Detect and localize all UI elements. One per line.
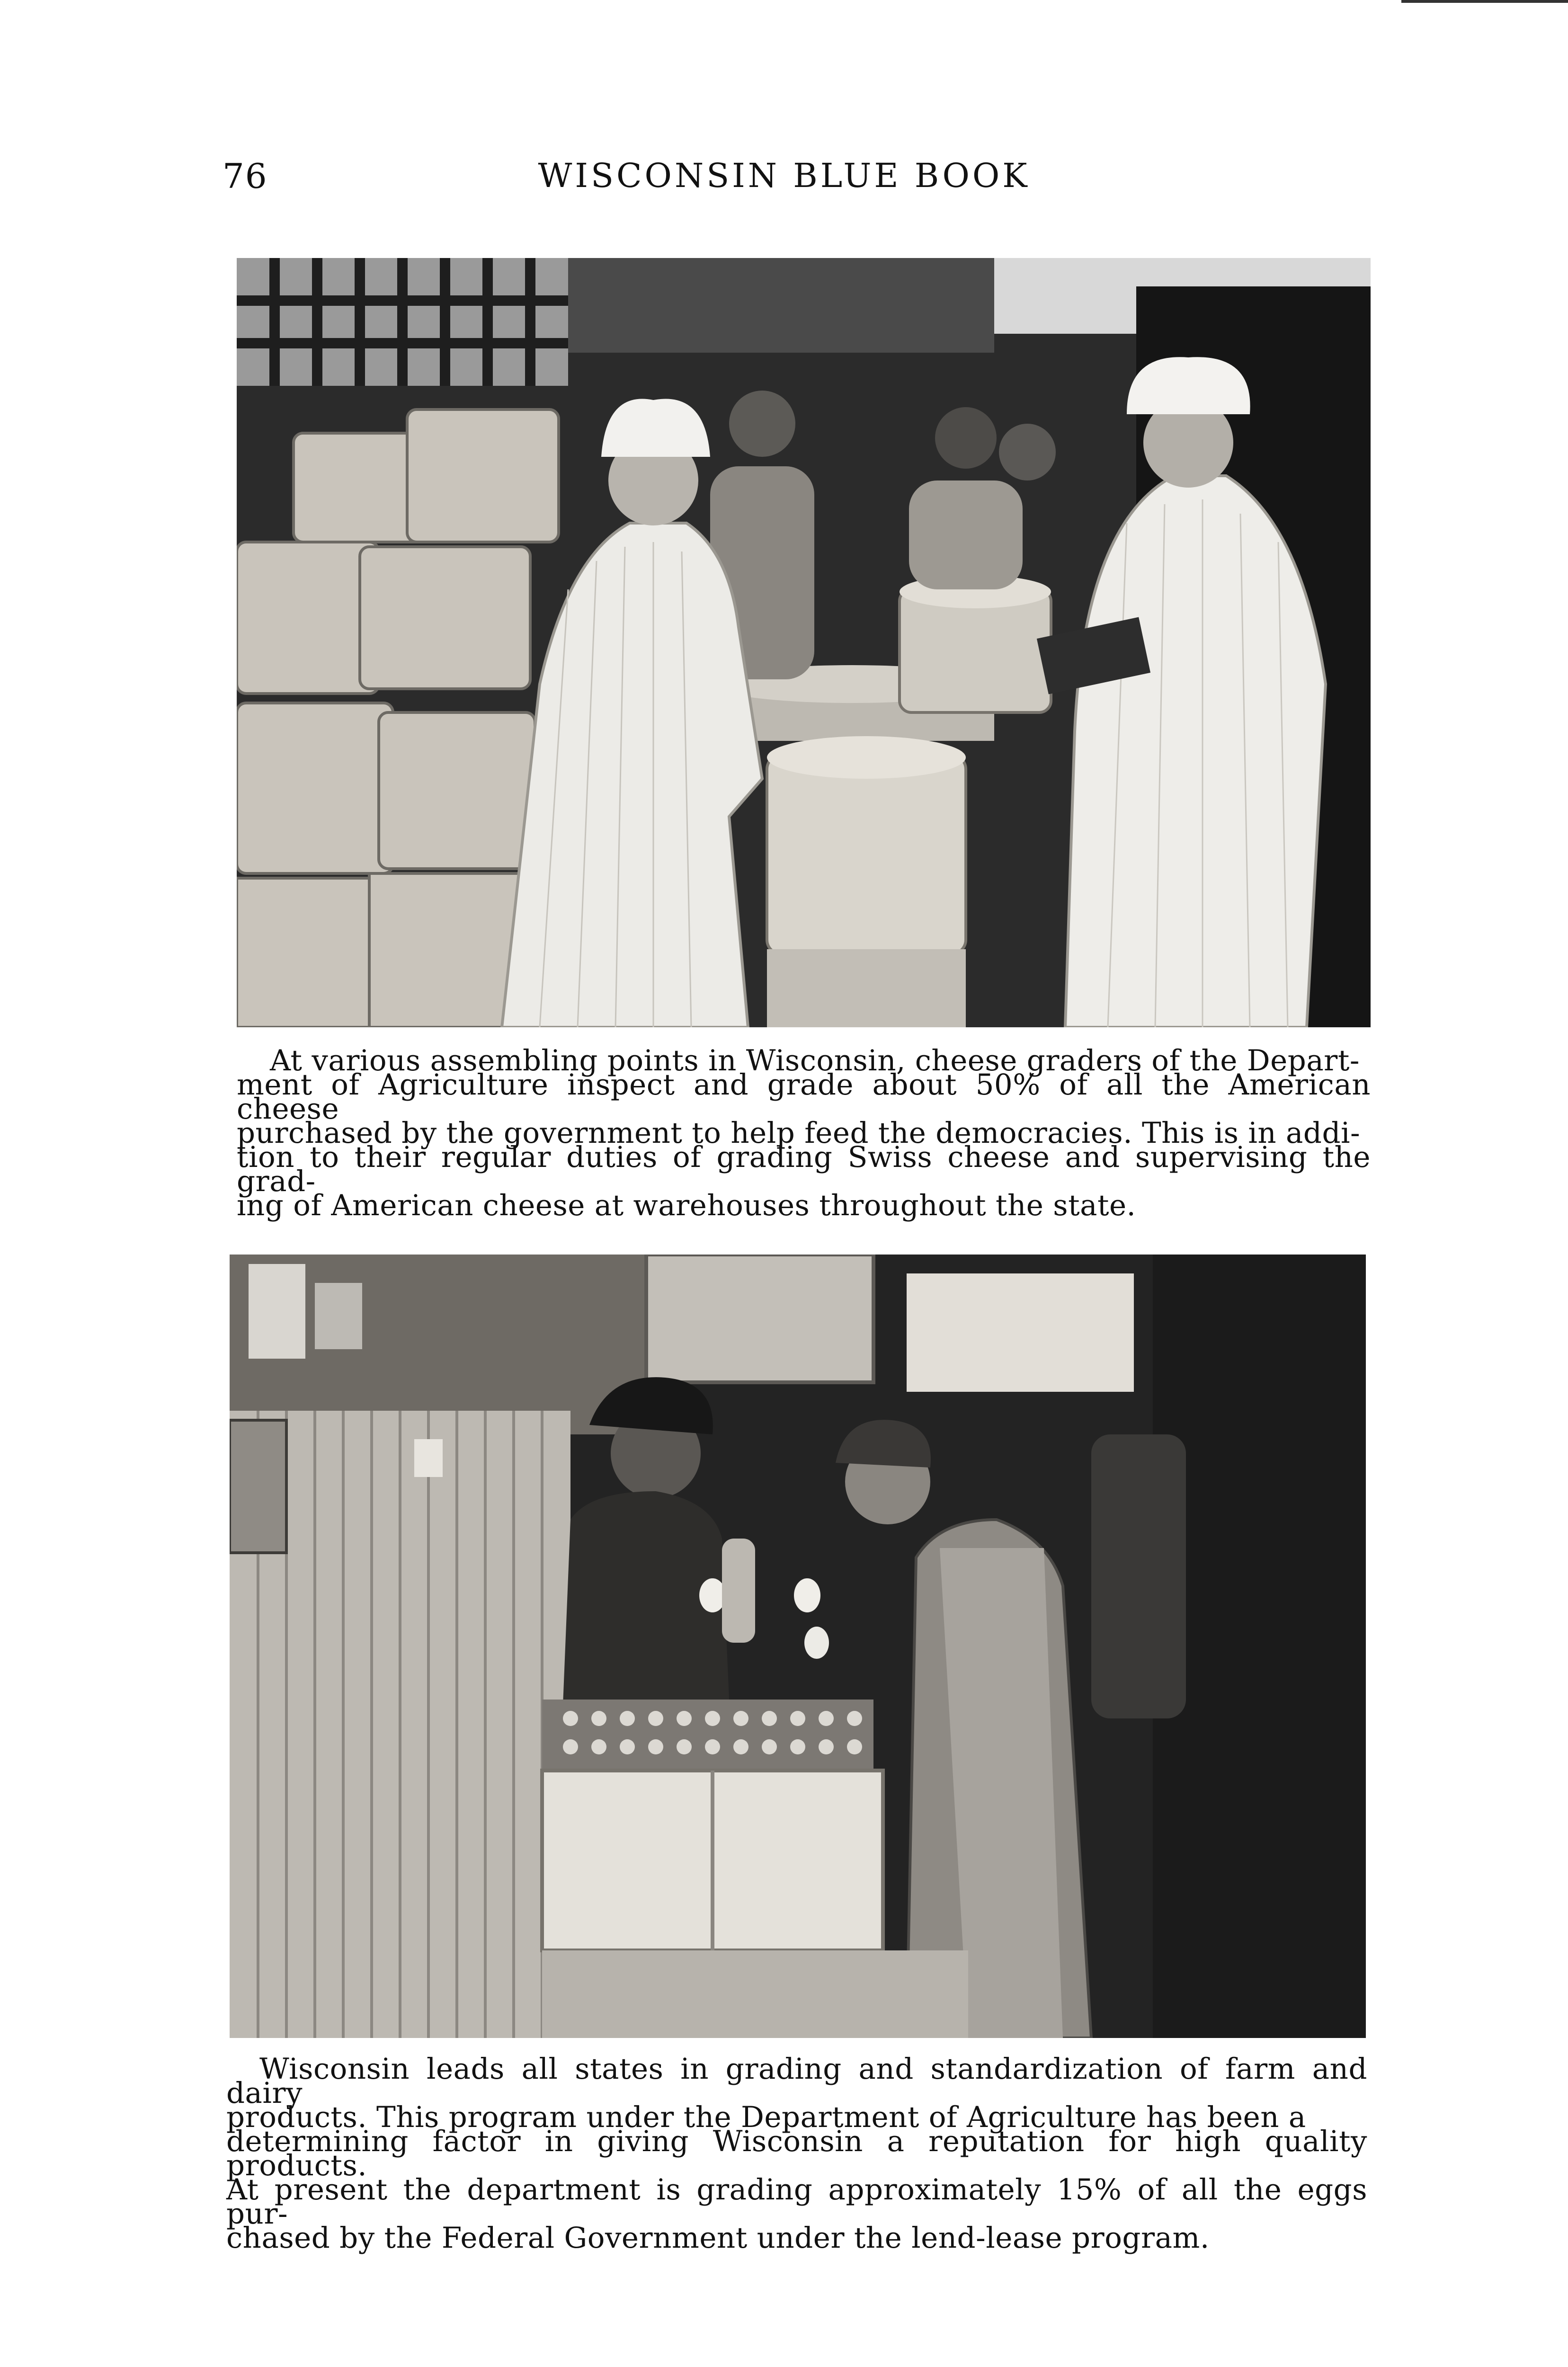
page-header <box>0 147 1568 208</box>
cheese-graders-photo <box>237 258 1371 1027</box>
caption-line: products. This program under the Department of Agriculture has been a <box>226 2100 1306 2134</box>
cheese-graders-caption <box>237 1044 1371 1222</box>
caption-line: ment of Agriculture inspect and grade about 50% of all the American cheese <box>237 1068 1371 1126</box>
caption-line: determining factor in giving Wisconsin a reputation for high quality products. <box>226 2125 1367 2182</box>
caption-line: ing of American cheese at warehouses throughout the state. <box>237 1189 1136 1222</box>
cheese-graders-illustration <box>237 258 1371 1027</box>
caption-line: tion to their regular duties of grading Swiss cheese and supervising the grad- <box>237 1140 1371 1198</box>
page-edge-rule <box>1401 0 1568 3</box>
caption-line: chased by the Federal Government under the lend-lease program. <box>226 2221 1210 2255</box>
caption-line: purchased by the government to help feed the democracies. This is in addi- <box>237 1116 1361 1150</box>
egg-grading-caption <box>226 2052 1367 2255</box>
page-number: 76 <box>223 156 268 196</box>
egg-grading-illustration <box>230 1255 1366 2038</box>
caption-line: At present the department is grading approximately 15% of all the eggs pur- <box>226 2173 1367 2231</box>
caption-line: Wisconsin leads all states in grading and standardization of farm and dairy <box>226 2052 1367 2110</box>
egg-grading-photo <box>230 1255 1366 2038</box>
caption-line: At various assembling points in Wisconsin, cheese graders of the Depart- <box>270 1044 1360 1077</box>
running-title: WISCONSIN BLUE BOOK <box>538 156 1030 195</box>
